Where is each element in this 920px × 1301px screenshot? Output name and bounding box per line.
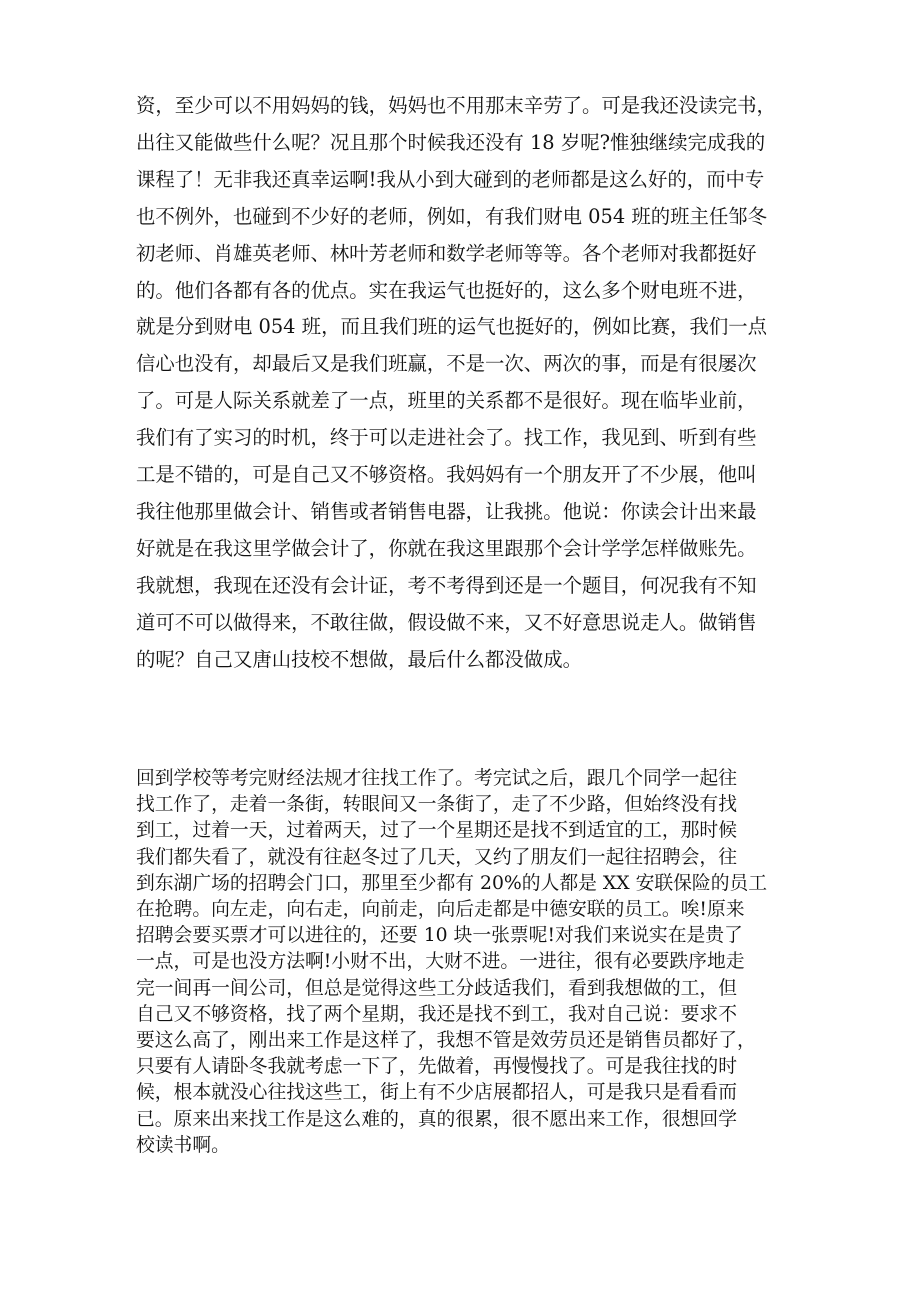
paragraph-line: 的。他们各都有各的优点。实在我运气也挺好的，这么多个财电班不进， xyxy=(136,278,757,302)
paragraph-line: 找工作了，走着一条街，转眼间又一条街了，走了不少路，但始终没有找 xyxy=(136,794,737,816)
paragraph-line: 资，至少可以不用妈妈的钱，妈妈也不用那末辛劳了。可是我还没读完书， xyxy=(136,94,776,117)
paragraph-line: 要这么高了，刚出来工作是这样了，我想不管是效劳员还是销售员都好了， xyxy=(136,1030,756,1052)
paragraph-line: 在抢聘。向左走，向右走，向前走，向后走都是中德安联的员工。唉!原来 xyxy=(136,899,745,921)
paragraph-2 xyxy=(136,766,786,1159)
paragraph-line: 我们都失看了，就没有往赵冬过了几天，又约了朋友们一起往招聘会，往 xyxy=(136,846,737,868)
paragraph-line: 的呢？自己又唐山技校不想做，最后什么都没做成。 xyxy=(136,647,582,671)
paragraph-line: 好就是在我这里学做会计了，你就在我这里跟那个会计学学怎样做账先。 xyxy=(136,536,757,560)
paragraph-line: 完一间再一间公司，但总是觉得这些工分歧适我们，看到我想做的工，但 xyxy=(136,977,737,999)
paragraph-line: 到东湖广场的招聘会门口，那里至少都有 20%的人都是 XX 安联保险的员工 xyxy=(136,872,768,894)
paragraph-line: 初老师、肖雄英老师、林叶芳老师和数学老师等等。各个老师对我都挺好 xyxy=(136,241,757,265)
paragraph-line: 道可不可以做得来，不敢往做，假设做不来，又不好意思说走人。做销售 xyxy=(136,610,757,634)
paragraph-1 xyxy=(136,88,786,679)
paragraph-line: 回到学校等考完财经法规才往找工作了。考完试之后，跟几个同学一起往 xyxy=(136,768,737,789)
paragraph-line: 招聘会要买票才可以进往的，还要 10 块一张票呢!对我们来说实在是贵了 xyxy=(136,925,743,947)
paragraph-line: 也不例外，也碰到不少好的老师，例如，有我们财电 054 班的班主任邹冬 xyxy=(136,204,768,228)
paragraph-line: 工是不错的，可是自己又不够资格。我妈妈有一个朋友开了不少展，他叫 xyxy=(136,463,757,487)
paragraph-line: 已。原来出来找工作是这么难的，真的很累，很不愿出来工作，很想回学 xyxy=(136,1108,737,1130)
paragraph-line: 校读书啊。 xyxy=(136,1134,230,1156)
paragraph-line: 信心也没有，却最后又是我们班赢，不是一次、两次的事，而是有很屡次 xyxy=(136,352,757,376)
paragraph-line: 我就想，我现在还没有会计证，考不考得到还是一个题目，何况我有不知 xyxy=(136,573,757,597)
paragraph-line: 就是分到财电 054 班，而且我们班的运气也挺好的，例如比赛，我们一点 xyxy=(136,315,768,339)
paragraph-line: 课程了！无非我还真幸运啊!我从小到大碰到的老师都是这么好的，而中专 xyxy=(136,167,765,191)
paragraph-line: 候，根本就没心往找这些工，街上有不少店展都招人，可是我只是看看而 xyxy=(136,1082,737,1104)
paragraph-line: 我往他那里做会计、销售或者销售电器，让我挑。他说：你读会计出来最 xyxy=(136,499,757,523)
paragraph-line: 到工，过着一天，过着两天，过了一个星期还是找不到适宜的工，那时候 xyxy=(136,820,737,842)
paragraph-line: 我们有了实习的时机，终于可以走进社会了。找工作，我见到、听到有些 xyxy=(136,426,757,450)
paragraph-line: 只要有人请卧冬我就考虑一下了，先做着，再慢慢找了。可是我往找的时 xyxy=(136,1056,737,1078)
paragraph-line: 一点，可是也没方法啊!小财不出，大财不进。一进往，很有必要跌序地走 xyxy=(136,951,745,973)
paragraph-line: 了。可是人际关系就差了一点，班里的关系都不是很好。现在临毕业前， xyxy=(136,389,757,413)
paragraph-line: 自己又不够资格，找了两个星期，我还是找不到工，我对自己说：要求不 xyxy=(136,1003,737,1025)
paragraph-line: 出往又能做些什么呢？况且那个时候我还没有 18 岁呢?惟独继续完成我的 xyxy=(136,130,766,154)
